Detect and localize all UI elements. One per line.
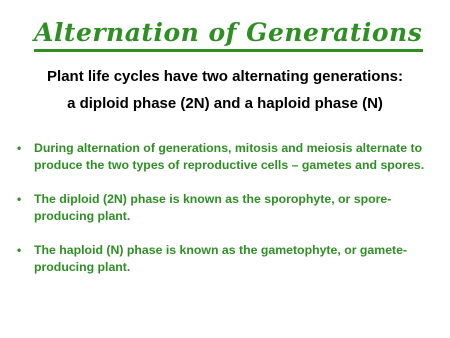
bullet-text: The diploid (2N) phase is known as the sporophyte, or spore-producing plant. bbox=[34, 192, 392, 223]
bullet-text: During alternation of generations, mitosis and meiosis alternate to produce the two types of reproductive cells – gametes and spores. bbox=[34, 141, 425, 172]
bullet-icon: • bbox=[17, 141, 22, 155]
intro-line-1: Plant life cycles have two alternating generations: bbox=[47, 68, 403, 85]
bullet-list bbox=[16, 140, 436, 293]
bullet-item bbox=[16, 191, 436, 225]
title-underline bbox=[34, 49, 423, 52]
slide-title: Alternation of Generations bbox=[34, 18, 423, 47]
bullet-item bbox=[16, 242, 436, 276]
bullet-text: The haploid (N) phase is known as the gametophyte, or gamete-producing plant. bbox=[34, 243, 408, 274]
intro-line-2: a diploid phase (2N) and a haploid phase (N) bbox=[67, 95, 383, 112]
bullet-icon: • bbox=[17, 243, 22, 257]
bullet-item bbox=[16, 140, 436, 174]
bullet-icon: • bbox=[17, 192, 22, 206]
